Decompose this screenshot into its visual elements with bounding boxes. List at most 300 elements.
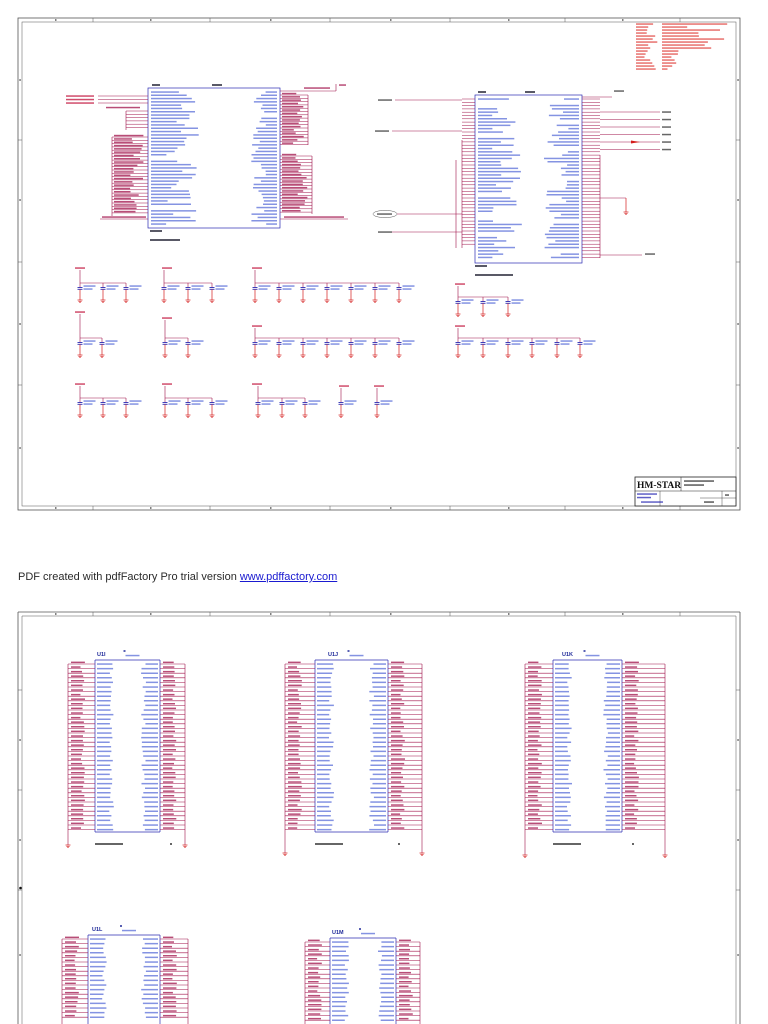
pin-name	[143, 677, 158, 679]
pin-name	[555, 769, 568, 771]
pin-name	[97, 801, 113, 803]
decoupling-capacitor-group	[75, 267, 142, 302]
pin-name	[555, 788, 569, 790]
pin-name	[151, 213, 173, 215]
net-label	[284, 216, 344, 218]
part-name	[350, 655, 364, 657]
pin-name	[478, 240, 506, 242]
ball-label	[308, 944, 322, 946]
ball-label	[163, 712, 175, 714]
pin-name	[141, 737, 158, 739]
ball-label	[71, 698, 85, 700]
ball-label	[163, 717, 173, 719]
ball-label	[288, 827, 297, 829]
ball-label	[163, 703, 175, 705]
ground-symbol	[183, 845, 188, 848]
pin-name	[151, 190, 189, 192]
capacitor-value	[307, 343, 316, 345]
ball-label	[71, 781, 84, 783]
pin-name	[370, 801, 386, 803]
pin-name	[607, 788, 620, 790]
pin-name	[373, 820, 386, 822]
zone-letter	[737, 79, 739, 81]
pin-net-label	[282, 184, 303, 186]
ball-label	[625, 689, 638, 691]
capacitor-value	[307, 288, 316, 290]
legend-text	[636, 65, 654, 67]
pin-name	[97, 673, 110, 675]
pin-name	[317, 820, 334, 822]
ball-label	[528, 694, 542, 696]
pin-name	[151, 223, 166, 225]
decoupling-capacitor-group	[455, 325, 596, 357]
capacitor-value	[355, 343, 364, 345]
pin-name	[369, 700, 386, 702]
zone-number	[508, 613, 510, 615]
pin-name	[478, 118, 507, 120]
pin-name	[605, 705, 620, 707]
ball-label	[288, 777, 300, 779]
pin-name	[559, 138, 579, 140]
pin-name	[332, 983, 349, 985]
pin-name	[606, 815, 620, 817]
ground-symbol	[523, 855, 528, 858]
capacitor-symbol	[373, 338, 391, 358]
pin-name	[568, 151, 579, 153]
frame-inner-border	[22, 22, 736, 506]
pin-name	[97, 705, 110, 707]
pin-name	[151, 144, 185, 146]
pin-name	[151, 180, 179, 182]
pin-name	[151, 220, 196, 222]
pin-name	[604, 709, 620, 711]
ball-label	[625, 671, 638, 673]
pin-name	[151, 124, 185, 126]
pin-name	[264, 111, 277, 113]
ball-label	[71, 823, 84, 825]
ball-label	[288, 671, 299, 673]
pin-name	[478, 111, 498, 113]
ground-symbol	[624, 212, 629, 215]
ball-label	[528, 698, 541, 700]
pin-name	[332, 1020, 345, 1022]
capacitor-value	[462, 302, 471, 304]
ball-label	[391, 827, 404, 829]
title-block-text	[684, 484, 704, 486]
pin-name	[145, 961, 158, 963]
pin-name	[144, 966, 158, 968]
pin-name	[90, 984, 106, 986]
ball-label	[625, 818, 637, 820]
pin-name	[547, 191, 579, 193]
ball-label	[163, 983, 177, 985]
part-pin-index	[348, 650, 350, 652]
ball-label	[163, 827, 174, 829]
pin-name	[145, 696, 159, 698]
pin-name	[332, 987, 347, 989]
net-label	[252, 383, 262, 385]
pin-name	[146, 682, 158, 684]
ball-label	[625, 786, 639, 788]
schematic-page-2	[18, 612, 740, 1024]
pin-name	[478, 141, 501, 143]
pin-name	[90, 961, 107, 963]
pin-name	[332, 974, 346, 976]
zone-number	[622, 613, 624, 615]
ball-label	[625, 749, 637, 751]
ball-label	[163, 666, 174, 668]
pin-name	[97, 723, 110, 725]
capacitor-symbol	[375, 398, 393, 418]
pin-name	[555, 691, 569, 693]
ball-label	[399, 967, 410, 969]
decoupling-capacitor-group	[455, 283, 524, 316]
capacitor-ref	[84, 400, 96, 402]
pin-name	[381, 946, 394, 948]
ball-label	[391, 763, 404, 765]
legend-text	[662, 23, 727, 25]
zone-number	[270, 19, 272, 21]
pin-name	[549, 211, 579, 213]
ball-label	[391, 767, 403, 769]
ball-label	[71, 809, 83, 811]
pin-name	[151, 210, 196, 212]
pin-name	[478, 161, 501, 163]
ball-label	[308, 958, 317, 960]
ball-label	[391, 754, 402, 756]
pin-name	[555, 700, 569, 702]
decoupling-capacitor-group	[75, 311, 118, 357]
ball-label	[625, 827, 635, 829]
pin-name	[317, 788, 331, 790]
pin-name	[317, 751, 331, 753]
ball-label	[308, 986, 318, 988]
pin-name	[370, 788, 386, 790]
ball-label	[391, 772, 401, 774]
pin-name	[606, 792, 620, 794]
ground-symbol	[325, 300, 330, 303]
pin-name	[144, 815, 158, 817]
pin-name	[552, 108, 579, 110]
capacitor-ref	[192, 340, 204, 342]
legend-text	[662, 44, 705, 46]
net-label	[339, 385, 349, 387]
ball-label	[528, 809, 539, 811]
ball-label	[391, 726, 404, 728]
pin-name	[97, 686, 111, 688]
legend-text	[636, 41, 657, 43]
pin-name	[604, 797, 620, 799]
capacitor-symbol	[301, 283, 319, 303]
pin-name	[478, 257, 492, 259]
capacitor-symbol	[397, 283, 415, 303]
ball-label	[625, 744, 635, 746]
ball-label	[399, 940, 411, 942]
ball-label	[71, 786, 83, 788]
decoupling-capacitor-group	[252, 383, 321, 417]
net-label	[66, 102, 94, 104]
ball-label	[163, 790, 174, 792]
pin-name	[605, 668, 620, 670]
pin-name	[374, 663, 387, 665]
pin-name	[374, 797, 386, 799]
ball-label	[625, 813, 634, 815]
pin-name	[381, 960, 394, 962]
pin-name	[317, 824, 332, 826]
ground-symbol	[253, 300, 258, 303]
ball-label	[163, 1006, 176, 1008]
ball-label	[391, 790, 402, 792]
pin-name	[371, 792, 386, 794]
ball-label	[625, 763, 634, 765]
ball-label	[528, 680, 542, 682]
pin-name	[142, 728, 158, 730]
zone-number	[270, 507, 272, 509]
pin-name	[256, 98, 277, 100]
ball-label	[391, 685, 404, 687]
capacitor-ref	[536, 340, 548, 342]
ground-symbol	[506, 314, 511, 317]
pin-name	[317, 742, 334, 744]
ball-label	[391, 804, 404, 806]
pin-name	[557, 125, 579, 127]
pin-name	[370, 778, 386, 780]
pin-name	[97, 755, 110, 757]
ball-label	[288, 675, 300, 677]
ball-label	[625, 675, 635, 677]
pin-name	[607, 811, 620, 813]
pin-name	[254, 101, 277, 103]
ground-symbol	[456, 314, 461, 317]
ground-symbol	[373, 300, 378, 303]
pin-name	[478, 171, 521, 173]
pin-name	[369, 815, 386, 817]
pin-name	[373, 774, 386, 776]
ball-label	[71, 694, 80, 696]
pin-name	[374, 737, 387, 739]
capacitor-value	[512, 343, 521, 345]
pin-name	[332, 1001, 347, 1003]
capacitor-value	[169, 403, 178, 405]
pin-name	[555, 668, 569, 670]
net-arrow	[631, 141, 640, 144]
pin-name	[251, 220, 277, 222]
pin-name	[555, 742, 571, 744]
ball-label	[308, 995, 320, 997]
capacitor-ref	[259, 340, 271, 342]
legend-text	[662, 62, 676, 64]
pin-name	[379, 1015, 394, 1017]
ball-label	[163, 955, 177, 957]
pin-name	[317, 696, 332, 698]
ground-symbol	[101, 300, 106, 303]
pin-name	[266, 223, 277, 225]
ball-label	[625, 703, 635, 705]
pin-name	[555, 686, 569, 688]
pin-name	[555, 746, 567, 748]
pin-name	[478, 181, 513, 183]
pin-net-label	[282, 207, 300, 209]
pin-name	[548, 244, 579, 246]
ball-label	[163, 698, 173, 700]
pin-name	[97, 732, 112, 734]
capacitor-value	[487, 343, 496, 345]
pin-name	[97, 783, 112, 785]
pin-name	[90, 980, 104, 982]
ground-symbol	[78, 355, 83, 358]
pin-name	[317, 737, 329, 739]
ball-label	[65, 1001, 78, 1003]
capacitor-value	[309, 403, 318, 405]
net-label	[106, 107, 140, 109]
pin-name	[254, 177, 277, 179]
ball-label	[65, 973, 76, 975]
ball-label	[288, 786, 302, 788]
ball-label	[625, 758, 635, 760]
capacitor-symbol	[530, 338, 548, 358]
net-label	[339, 84, 346, 86]
pin-name	[151, 141, 184, 143]
ball-label	[528, 740, 538, 742]
pin-name	[555, 240, 579, 242]
ball-label	[71, 754, 82, 756]
ball-label	[163, 1015, 176, 1017]
ball-label	[288, 731, 299, 733]
ball-label	[65, 992, 79, 994]
capacitor-value	[403, 343, 412, 345]
frame-border	[18, 18, 740, 510]
ball-label	[625, 790, 635, 792]
pin-name	[604, 751, 620, 753]
pin-name	[317, 760, 330, 762]
ball-label	[65, 983, 76, 985]
footer-link[interactable]: www.pdffactory.com	[239, 571, 338, 583]
capacitor-symbol	[210, 283, 228, 303]
ground-symbol	[162, 300, 167, 303]
pin-name	[262, 167, 277, 169]
pin-net-label	[114, 168, 133, 170]
pin-name	[382, 955, 394, 957]
capacitor-symbol	[481, 297, 499, 317]
part-name	[361, 933, 375, 935]
capacitor-ref	[355, 285, 367, 287]
pin-name	[555, 682, 567, 684]
pin-name	[555, 709, 569, 711]
ball-label	[391, 809, 404, 811]
ground-symbol	[78, 415, 83, 418]
pin-name	[555, 673, 570, 675]
legend-text	[662, 53, 678, 55]
pin-name	[151, 98, 192, 100]
ball-label	[288, 790, 299, 792]
part-name	[126, 655, 140, 657]
pin-name	[97, 746, 111, 748]
pin-name	[145, 723, 158, 725]
ball-label	[163, 777, 176, 779]
net-label	[662, 111, 671, 113]
ball-label	[625, 772, 637, 774]
pin-name	[478, 211, 493, 213]
pin-name	[381, 974, 394, 976]
ball-label	[528, 777, 541, 779]
ball-label	[625, 726, 637, 728]
pin-net-label	[282, 116, 302, 118]
pin-name	[562, 154, 579, 156]
pin-name	[332, 1015, 348, 1017]
pin-name	[90, 994, 104, 996]
capacitor-symbol	[124, 398, 142, 418]
legend-text	[662, 32, 698, 34]
ball-label	[71, 671, 82, 673]
pin-net-label	[282, 170, 299, 172]
pin-net-label	[282, 177, 307, 179]
pin-name	[373, 746, 386, 748]
pin-name	[560, 118, 579, 120]
pin-net-label	[114, 161, 143, 163]
ball-label	[65, 996, 78, 998]
pin-name	[550, 105, 579, 107]
pin-name	[258, 217, 277, 219]
part-value	[150, 239, 180, 241]
zone-number	[508, 507, 510, 509]
ball-label	[288, 680, 302, 682]
net-label	[662, 126, 671, 128]
pin-name	[603, 714, 620, 716]
pin-name	[555, 705, 569, 707]
pin-name	[478, 98, 509, 100]
capacitor-ref	[130, 285, 142, 287]
ball-label	[65, 937, 79, 939]
ball-label	[625, 680, 639, 682]
ball-label	[288, 735, 300, 737]
pin-net-label	[282, 164, 301, 166]
ground-symbol	[373, 355, 378, 358]
pin-name	[317, 700, 329, 702]
pin-name	[317, 663, 333, 665]
zone-letter	[737, 954, 739, 956]
ball-label	[391, 744, 403, 746]
part-name	[212, 84, 222, 86]
ball-label	[625, 754, 635, 756]
zone-letter	[19, 954, 21, 956]
pin-name	[151, 134, 199, 136]
pin-name	[142, 783, 159, 785]
ball-label	[71, 800, 85, 802]
part-ref-u1k: U1K	[562, 652, 574, 658]
pin-net-label	[114, 191, 131, 193]
legend-text	[662, 65, 672, 67]
pin-name	[548, 141, 579, 143]
pin-name	[373, 723, 386, 725]
ball-label	[528, 823, 542, 825]
pin-name	[374, 824, 386, 826]
pin-name	[97, 797, 110, 799]
ball-label	[65, 978, 76, 980]
ball-label	[308, 999, 321, 1001]
ground-symbol	[375, 415, 380, 418]
pin-name	[144, 984, 158, 986]
capacitor-ref	[379, 285, 391, 287]
legend-text	[636, 38, 653, 40]
ball-label	[288, 813, 301, 815]
legend-text	[662, 41, 708, 43]
pin-name	[317, 673, 332, 675]
capacitor-value	[262, 403, 271, 405]
pin-name	[151, 111, 195, 113]
ground-symbol	[210, 300, 215, 303]
capacitor-ref	[192, 285, 204, 287]
pin-net-label	[114, 145, 143, 147]
